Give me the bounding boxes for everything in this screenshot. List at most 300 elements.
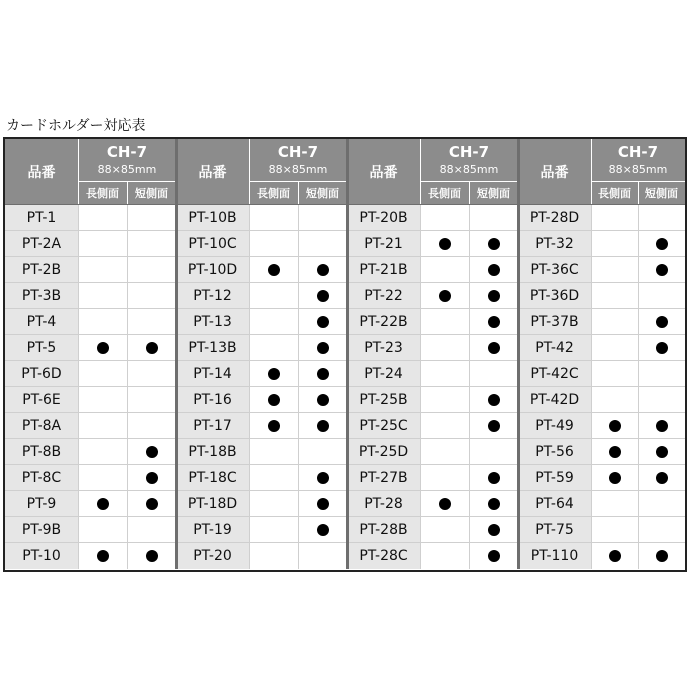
product-code: PT-9 (26, 496, 57, 512)
product-code-cell (5, 309, 78, 335)
short-side-cell (638, 309, 685, 335)
column-divider (127, 205, 128, 569)
product-code-cell (176, 413, 249, 439)
long-side-cell (249, 231, 298, 257)
product-code: PT-13B (188, 340, 237, 356)
long-side-cell (78, 517, 127, 543)
compatible-mark-icon (146, 550, 158, 562)
product-code-cell (347, 465, 420, 491)
compatible-mark-icon (97, 498, 109, 510)
short-side-cell (298, 439, 347, 465)
product-code-cell (347, 387, 420, 413)
compatible-mark-icon (97, 342, 109, 354)
short-side-cell (638, 361, 685, 387)
short-side-cell (127, 335, 176, 361)
short-side-cell (469, 335, 518, 361)
product-code: PT-10D (187, 262, 238, 278)
product-code: PT-56 (535, 444, 574, 460)
long-side-cell (249, 517, 298, 543)
short-side-cell (127, 465, 176, 491)
product-code: PT-19 (193, 522, 232, 538)
long-side-cell (249, 257, 298, 283)
header-divider (591, 139, 592, 205)
model-label: CH-7 (617, 143, 659, 161)
long-side-cell (249, 465, 298, 491)
short-side-cell (469, 283, 518, 309)
product-code: PT-42 (535, 340, 574, 356)
header-bottom-line (5, 204, 685, 205)
name-label-text: 品番 (540, 165, 569, 181)
product-code-cell (176, 491, 249, 517)
header-divider (298, 181, 299, 205)
long-side-label: 長側面 (428, 187, 461, 200)
header-name-label (176, 139, 249, 205)
column-divider (420, 205, 421, 569)
long-side-cell (591, 309, 638, 335)
header-model (420, 139, 518, 181)
short-side-cell (127, 543, 176, 569)
compatible-mark-icon (146, 472, 158, 484)
compatible-mark-icon (656, 238, 668, 250)
product-code-cell (5, 439, 78, 465)
short-side-cell (469, 413, 518, 439)
short-side-cell (469, 465, 518, 491)
compatible-mark-icon (439, 290, 451, 302)
size-label: 88×85mm (268, 163, 328, 176)
product-code-cell (347, 205, 420, 231)
short-side-cell (127, 439, 176, 465)
product-code: PT-8C (21, 470, 62, 486)
short-side-cell (127, 491, 176, 517)
product-code-cell (347, 231, 420, 257)
column-divider (469, 205, 470, 569)
short-side-cell (127, 517, 176, 543)
short-side-cell (469, 543, 518, 569)
long-side-cell (249, 205, 298, 231)
compatible-mark-icon (488, 342, 500, 354)
header-long-side (249, 181, 298, 205)
long-side-label: 長側面 (257, 187, 290, 200)
header-short-side (127, 181, 176, 205)
long-side-cell (420, 491, 469, 517)
header-short-side (638, 181, 685, 205)
size-label: 88×85mm (97, 163, 157, 176)
compatible-mark-icon (268, 420, 280, 432)
short-side-cell (638, 517, 685, 543)
compatible-mark-icon (656, 420, 668, 432)
short-side-cell (298, 335, 347, 361)
product-code: PT-24 (364, 366, 403, 382)
short-side-cell (469, 205, 518, 231)
long-side-cell (78, 309, 127, 335)
compatible-mark-icon (146, 498, 158, 510)
compatible-mark-icon (317, 342, 329, 354)
compatible-mark-icon (609, 472, 621, 484)
short-side-cell (469, 361, 518, 387)
compatible-mark-icon (146, 342, 158, 354)
product-code-cell (518, 465, 591, 491)
header-divider (78, 139, 79, 205)
product-code: PT-20B (359, 210, 408, 226)
short-side-cell (127, 283, 176, 309)
product-code: PT-42C (530, 366, 579, 382)
short-side-cell (638, 439, 685, 465)
long-side-cell (420, 231, 469, 257)
product-code: PT-2A (21, 236, 62, 252)
long-side-cell (249, 309, 298, 335)
product-code-cell (5, 517, 78, 543)
long-side-cell (591, 517, 638, 543)
product-code: PT-28C (359, 548, 408, 564)
short-side-cell (298, 465, 347, 491)
short-side-cell (638, 413, 685, 439)
product-code-cell (5, 387, 78, 413)
long-side-cell (249, 283, 298, 309)
header-divider (127, 181, 128, 205)
long-side-cell (420, 205, 469, 231)
product-code: PT-6D (21, 366, 62, 382)
compatible-mark-icon (488, 498, 500, 510)
header-name-label (347, 139, 420, 205)
product-code: PT-20 (193, 548, 232, 564)
compatible-mark-icon (656, 472, 668, 484)
short-side-cell (127, 387, 176, 413)
short-side-cell (127, 413, 176, 439)
compatible-mark-icon (439, 238, 451, 250)
short-side-label: 短側面 (306, 187, 339, 200)
long-side-cell (420, 517, 469, 543)
compatible-mark-icon (488, 290, 500, 302)
short-side-cell (127, 309, 176, 335)
product-code-cell (518, 205, 591, 231)
product-code: PT-110 (530, 548, 579, 564)
header-long-side (420, 181, 469, 205)
short-side-cell (298, 283, 347, 309)
header-model (249, 139, 347, 181)
compatible-mark-icon (488, 264, 500, 276)
product-code: PT-27B (359, 470, 408, 486)
header-long-side (591, 181, 638, 205)
header-name-label (5, 139, 78, 205)
long-side-cell (591, 335, 638, 361)
column-divider (249, 205, 250, 569)
product-code-cell (176, 283, 249, 309)
long-side-cell (591, 439, 638, 465)
product-code-cell (347, 517, 420, 543)
long-side-cell (420, 335, 469, 361)
product-code: PT-4 (26, 314, 57, 330)
product-code: PT-10B (188, 210, 237, 226)
product-code: PT-12 (193, 288, 232, 304)
short-side-cell (127, 257, 176, 283)
product-code: PT-22B (359, 314, 408, 330)
long-side-cell (78, 257, 127, 283)
column-divider (591, 205, 592, 569)
product-code-cell (518, 283, 591, 309)
product-code: PT-17 (193, 418, 232, 434)
long-side-cell (591, 413, 638, 439)
product-code-cell (176, 309, 249, 335)
short-side-cell (298, 543, 347, 569)
product-code: PT-25B (359, 392, 408, 408)
long-side-cell (420, 387, 469, 413)
product-code-cell (518, 517, 591, 543)
product-code-cell (5, 257, 78, 283)
compatible-mark-icon (488, 316, 500, 328)
product-code-cell (347, 335, 420, 361)
product-code-cell (347, 361, 420, 387)
long-side-cell (420, 361, 469, 387)
short-side-cell (638, 491, 685, 517)
product-code-cell (176, 439, 249, 465)
product-code: PT-8A (21, 418, 62, 434)
long-side-cell (249, 335, 298, 361)
product-code-cell (5, 361, 78, 387)
product-code-cell (518, 309, 591, 335)
short-side-cell (638, 257, 685, 283)
short-side-cell (638, 205, 685, 231)
product-code: PT-13 (193, 314, 232, 330)
product-code: PT-14 (193, 366, 232, 382)
long-side-cell (249, 439, 298, 465)
product-code-cell (5, 283, 78, 309)
model-label: CH-7 (277, 143, 319, 161)
product-code-cell (518, 543, 591, 569)
name-label-text: 品番 (369, 165, 398, 181)
product-code-cell (347, 257, 420, 283)
product-code: PT-36C (530, 262, 579, 278)
short-side-cell (298, 309, 347, 335)
short-side-cell (469, 387, 518, 413)
compatible-mark-icon (317, 498, 329, 510)
compatible-mark-icon (317, 264, 329, 276)
product-code-cell (5, 231, 78, 257)
long-side-cell (420, 543, 469, 569)
product-code-cell (518, 413, 591, 439)
column-divider (298, 205, 299, 569)
product-code-cell (5, 335, 78, 361)
long-side-cell (249, 413, 298, 439)
product-code-cell (518, 257, 591, 283)
product-code-cell (176, 205, 249, 231)
short-side-cell (469, 517, 518, 543)
product-code: PT-18B (188, 444, 237, 460)
short-side-cell (469, 231, 518, 257)
long-side-cell (78, 205, 127, 231)
product-code: PT-18C (188, 470, 237, 486)
long-side-cell (591, 491, 638, 517)
long-side-cell (249, 387, 298, 413)
short-side-cell (298, 413, 347, 439)
compatible-mark-icon (656, 264, 668, 276)
long-side-cell (591, 387, 638, 413)
product-code: PT-75 (535, 522, 574, 538)
long-side-cell (78, 465, 127, 491)
product-code-cell (176, 465, 249, 491)
product-code-cell (5, 413, 78, 439)
short-side-cell (298, 387, 347, 413)
short-side-cell (638, 387, 685, 413)
compatible-mark-icon (317, 368, 329, 380)
size-label: 88×85mm (439, 163, 499, 176)
product-code: PT-18D (187, 496, 238, 512)
compatible-mark-icon (317, 420, 329, 432)
column-divider (78, 205, 79, 569)
header-divider (469, 181, 470, 205)
short-side-label: 短側面 (135, 187, 168, 200)
product-code: PT-8B (21, 444, 62, 460)
compatible-mark-icon (488, 472, 500, 484)
short-side-label: 短側面 (477, 187, 510, 200)
compatible-mark-icon (317, 290, 329, 302)
product-code: PT-2B (21, 262, 62, 278)
product-code-cell (347, 543, 420, 569)
product-code-cell (176, 335, 249, 361)
product-code: PT-28B (359, 522, 408, 538)
product-code: PT-36D (529, 288, 580, 304)
product-code-cell (518, 361, 591, 387)
product-code-cell (176, 543, 249, 569)
product-code-cell (518, 231, 591, 257)
long-side-cell (78, 413, 127, 439)
short-side-cell (127, 231, 176, 257)
short-side-cell (127, 361, 176, 387)
compatible-mark-icon (488, 550, 500, 562)
long-side-cell (591, 543, 638, 569)
product-code: PT-25D (358, 444, 409, 460)
product-code: PT-5 (26, 340, 57, 356)
product-code-cell (518, 439, 591, 465)
long-side-cell (249, 361, 298, 387)
product-code: PT-28D (529, 210, 580, 226)
product-code-cell (176, 231, 249, 257)
product-code-cell (5, 491, 78, 517)
product-code: PT-28 (364, 496, 403, 512)
product-code-cell (176, 387, 249, 413)
compatible-mark-icon (656, 342, 668, 354)
product-code: PT-21 (364, 236, 403, 252)
short-side-cell (638, 283, 685, 309)
product-code: PT-64 (535, 496, 574, 512)
compatible-mark-icon (488, 420, 500, 432)
short-side-cell (298, 231, 347, 257)
product-code: PT-25C (359, 418, 408, 434)
long-side-cell (591, 361, 638, 387)
long-side-cell (249, 543, 298, 569)
long-side-cell (78, 387, 127, 413)
compatible-mark-icon (97, 550, 109, 562)
long-side-cell (420, 283, 469, 309)
product-code-cell (518, 335, 591, 361)
product-code-cell (5, 543, 78, 569)
product-code: PT-23 (364, 340, 403, 356)
compatible-mark-icon (488, 394, 500, 406)
header-short-side (298, 181, 347, 205)
name-label-text: 品番 (198, 165, 227, 181)
long-side-cell (591, 257, 638, 283)
product-code-cell (518, 491, 591, 517)
short-side-cell (298, 205, 347, 231)
long-side-cell (420, 413, 469, 439)
product-code: PT-1 (26, 210, 57, 226)
long-side-cell (78, 543, 127, 569)
short-side-cell (469, 491, 518, 517)
long-side-cell (420, 257, 469, 283)
compatible-mark-icon (656, 550, 668, 562)
short-side-cell (298, 491, 347, 517)
product-code-cell (347, 309, 420, 335)
product-code: PT-22 (364, 288, 403, 304)
compatible-mark-icon (268, 264, 280, 276)
table-caption: カードホルダー対応表 (6, 118, 146, 134)
model-label: CH-7 (106, 143, 148, 161)
long-side-cell (591, 205, 638, 231)
product-code: PT-21B (359, 262, 408, 278)
compatible-mark-icon (656, 316, 668, 328)
long-side-cell (78, 361, 127, 387)
compatible-mark-icon (656, 446, 668, 458)
long-side-cell (420, 309, 469, 335)
product-code-cell (347, 283, 420, 309)
short-side-cell (638, 231, 685, 257)
header-long-side (78, 181, 127, 205)
name-label-text: 品番 (27, 165, 56, 181)
header-divider (420, 139, 421, 205)
long-side-cell (591, 231, 638, 257)
product-code: PT-32 (535, 236, 574, 252)
header-name-label (518, 139, 591, 205)
long-side-label: 長側面 (598, 187, 631, 200)
product-code: PT-9B (21, 522, 62, 538)
compatible-mark-icon (488, 238, 500, 250)
compatible-mark-icon (317, 316, 329, 328)
product-code-cell (347, 413, 420, 439)
header-divider (249, 139, 250, 205)
product-code: PT-59 (535, 470, 574, 486)
model-label: CH-7 (448, 143, 490, 161)
long-side-cell (78, 491, 127, 517)
compatible-mark-icon (146, 446, 158, 458)
product-code: PT-6E (22, 392, 61, 408)
compatible-mark-icon (317, 472, 329, 484)
long-side-label: 長側面 (86, 187, 119, 200)
header-model (78, 139, 176, 181)
short-side-cell (469, 439, 518, 465)
compatible-mark-icon (317, 394, 329, 406)
compatibility-table (3, 137, 687, 572)
compatible-mark-icon (268, 368, 280, 380)
size-label: 88×85mm (608, 163, 668, 176)
long-side-cell (591, 283, 638, 309)
long-side-cell (78, 439, 127, 465)
short-side-cell (127, 205, 176, 231)
compatible-mark-icon (609, 550, 621, 562)
long-side-cell (420, 465, 469, 491)
header-model (591, 139, 685, 181)
short-side-cell (298, 257, 347, 283)
short-side-cell (469, 257, 518, 283)
long-side-cell (591, 465, 638, 491)
header-divider (638, 181, 639, 205)
short-side-cell (638, 543, 685, 569)
product-code: PT-42D (529, 392, 580, 408)
long-side-cell (78, 335, 127, 361)
product-code-cell (5, 465, 78, 491)
compatible-mark-icon (439, 498, 451, 510)
product-code: PT-3B (21, 288, 62, 304)
short-side-cell (469, 309, 518, 335)
short-side-cell (298, 361, 347, 387)
